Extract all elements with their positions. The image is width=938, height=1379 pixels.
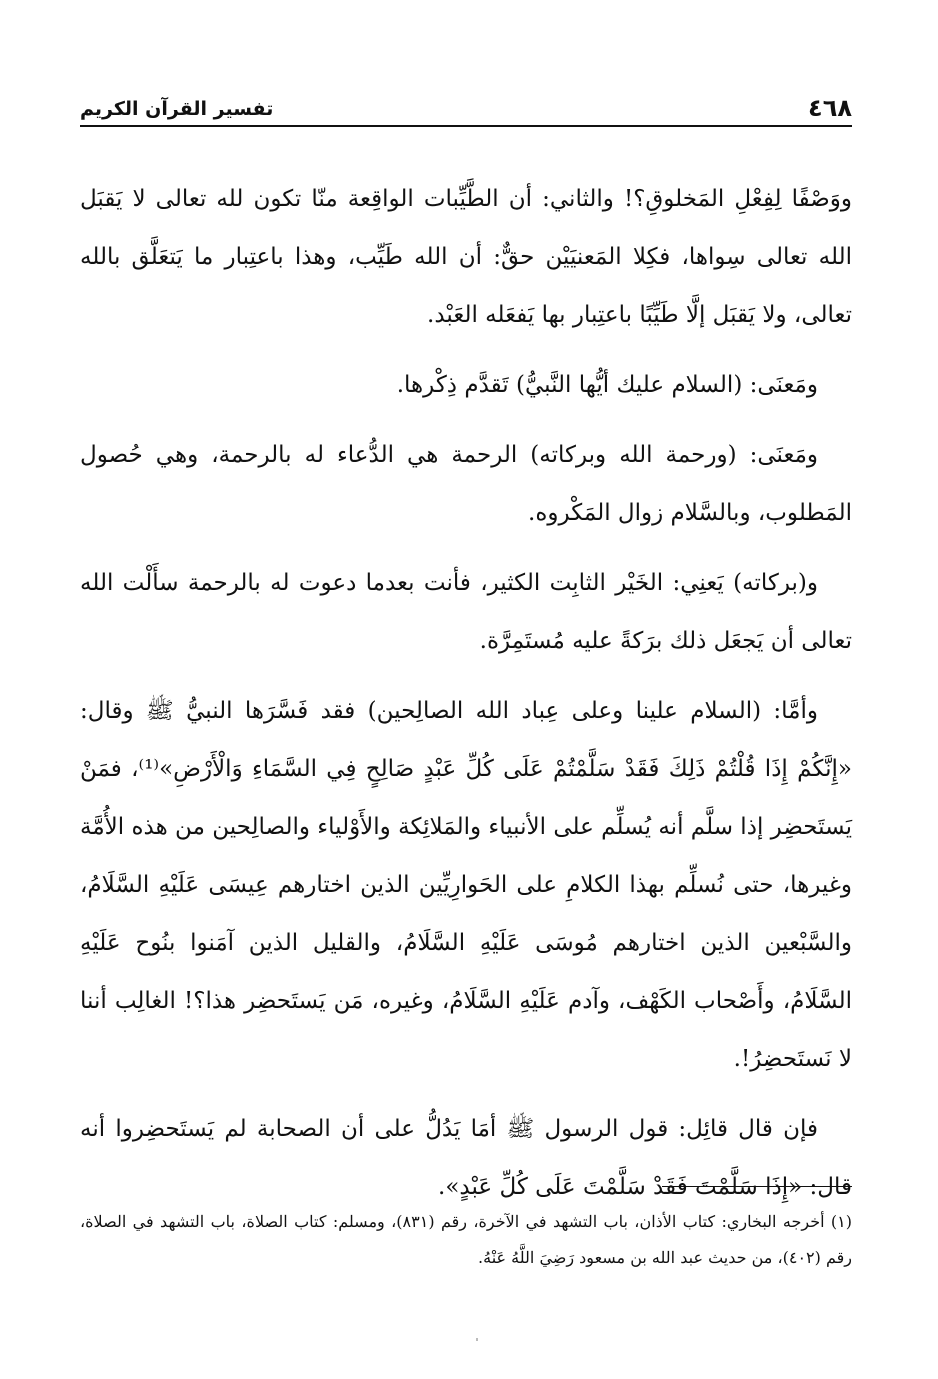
page-header bbox=[80, 88, 852, 122]
footnote-1 bbox=[80, 1204, 852, 1276]
paragraph-6: فإن قال قائِل: قول الرسول ﷺ أمَا يَدُلُّ على أن الصحابة لم يَستَحضِروا أنه قال: «إِذَا سَلَّمْتَ فَقَدْ سَلَّمْتَ عَلَى كُلِّ عَبْدٍ». bbox=[80, 1116, 852, 1200]
paragraph-5: وأمَّا: (السلام علينا وعلى عِباد الله الصالِحين) فقد فَسَّرَها النبيُّ ﷺ وقال: «إِنَّكُمْ إِذَا قُلْتُمْ ذَلِكَ فَقَدْ سَلَّمْتُمْ عَلَى كُلِّ عَبْدٍ صَالِحٍ فِي السَّمَاءِ وَالْأَرْضِ»⁽¹⁾، فمَنْ يَستَحضِر إذا سلَّم أنه يُسلِّم على الأنبياء والمَلائِكة والأَوْلياء والصالِحين من هذه الأُمَّة وغيرها، حتى نُسلِّم بهذا الكلامِ على الحَوارِيِّين الذين اختارهم عِيسَى عَلَيْهِ السَّلَامُ، والسَّبْعين الذين اختارهم مُوسَى عَلَيْهِ السَّلَامُ، والقليل الذين آمَنوا بنُوح عَلَيْهِ السَّلَامُ، وأَصْحاب الكَهْف، وآدم عَلَيْهِ السَّلَامُ، وغيره، مَن يَستَحضِر هذا؟! الغالِب أننا لا نَستَحضِرُ!. bbox=[80, 698, 852, 1072]
footnotes bbox=[80, 1204, 852, 1276]
footnote-text: (١) أخرجه البخاري: كتاب الأذان، باب التشهد في الآخرة، رقم (٨٣١)، ومسلم: كتاب الصلاة، باب التشهد في الصلاة، رقم (٤٠٢)، من حديث عبد الله بن مسعود رَضِيَ اللَّهُ عَنْهُ. bbox=[80, 1212, 852, 1267]
paragraph-4: و(بركاته) يَعنِي: الخَيْر الثابِت الكثير، فأنت بعدما دعوت له بالرحمة سأَلْت الله تعالى أن يَجعَل ذلك برَكةً عليه مُستَمِرَّة. bbox=[80, 570, 852, 654]
scan-mark bbox=[476, 1338, 478, 1341]
body-text bbox=[80, 170, 852, 1228]
paragraph-3: ومَعنَى: (ورحمة الله وبركاته) الرحمة هي الدُّعاء له بالرحمة، وهي حُصول المَطلوب، وبالسَّلام زوال المَكْروه. bbox=[80, 442, 852, 526]
paragraph-2: ومَعنَى: (السلام عليك أيُّها النَّبيُّ) تَقدَّم ذِكْرها. bbox=[396, 372, 818, 398]
page-number: ٤٦٨ bbox=[808, 94, 852, 122]
running-title: تفسير القرآن الكريم bbox=[80, 98, 274, 120]
header-rule bbox=[80, 125, 852, 127]
footnote-separator bbox=[662, 1186, 852, 1187]
paragraph-1: ووَصْفًا لِفِعْلِ المَخلوقِ؟! والثاني: أن الطَّيِّبات الواقِعة منّا تكون لله تعالى لا يَقبَل الله تعالى سِواها، فكِلا المَعنيَيْن حقٌّ: أن الله طَيِّب، وهذا باعتِبار ما يَتعَلَّق بالله تعالى، ولا يَقبَل إلَّا طَيِّبًا باعتِبار بها يَفعَله العَبْد. bbox=[80, 186, 852, 328]
